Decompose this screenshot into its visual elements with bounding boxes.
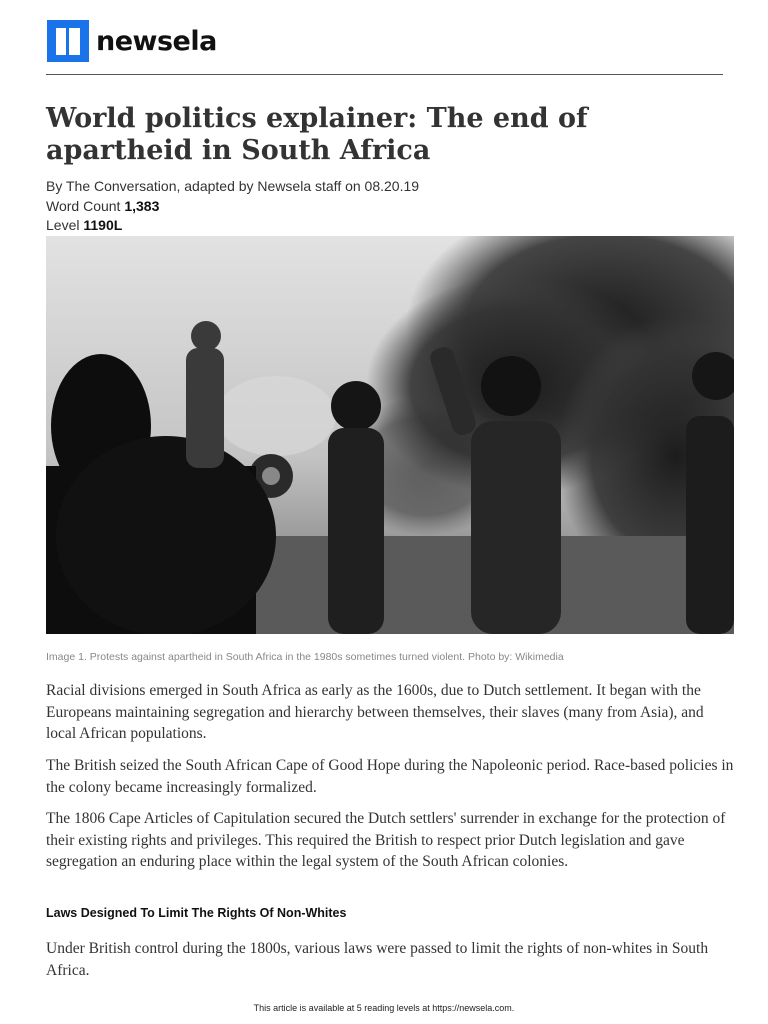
word-count-value: 1,383 xyxy=(124,198,160,214)
footer-note: This article is available at 5 reading levels at https://newsela.com. xyxy=(253,1003,515,1013)
image-caption: Image 1. Protests against apartheid in South Africa in the 1980s sometimes turned violent. Photo by: Wikimedia xyxy=(46,651,564,663)
paragraph-2: The British seized the South African Cape of Good Hope during the Napoleonic period. Race-based policies in the colony became increasingly formalized. xyxy=(46,757,734,796)
newsela-logo-icon xyxy=(47,20,89,62)
brand-name: newsela xyxy=(96,25,217,57)
section-subheading: Laws Designed To Limit The Rights Of Non-Whites xyxy=(46,906,347,920)
level-value: 1190L xyxy=(83,217,123,233)
paragraph-4: Under British control during the 1800s, various laws were passed to limit the rights of non-whites in South Africa. xyxy=(46,940,709,979)
protest-photo xyxy=(46,236,734,634)
reading-level xyxy=(46,216,122,234)
paragraph-3: The 1806 Cape Articles of Capitulation secured the Dutch settlers' surrender in exchange for the protection of their existing rights and privileges. This required the British to respect prior Dutch legislation and gave segregation an enduring place within the legal system of the South African colonies. xyxy=(46,810,726,870)
paragraph-1: Racial divisions emerged in South Africa as early as the 1600s, due to Dutch settlement. It began with the Europeans maintaining segregation and hierarchy between themselves, their slaves (many from Asia), and local African populations. xyxy=(46,682,704,742)
word-count-label: Word Count xyxy=(46,198,121,214)
newsela-logo[interactable] xyxy=(47,19,217,63)
level-label: Level xyxy=(46,217,80,233)
word-count xyxy=(46,197,159,215)
article-title: World politics explainer: The end of apartheid in South Africa xyxy=(46,103,588,166)
byline: By The Conversation, adapted by Newsela staff on 08.20.19 xyxy=(46,178,420,194)
header-divider xyxy=(46,74,723,75)
